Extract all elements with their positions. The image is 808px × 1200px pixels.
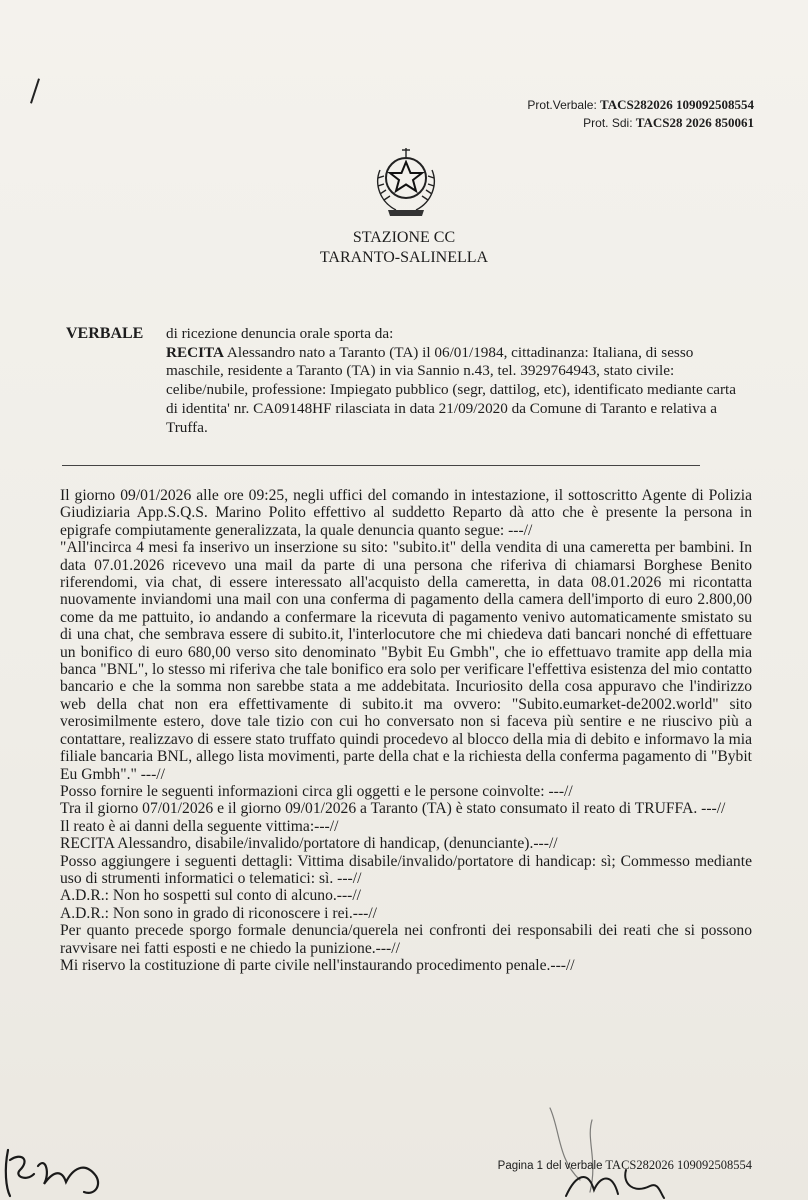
complainant-info: Alessandro nato a Taranto (TA) il 06/01/1984, cittadinanza: Italiana, di sesso maschile, residente a Taranto (TA) in via Sannio n.43, tel. 3929764943, stato civile: celibe/nubile, professione: Impiegato pubblico (segr, dattilog, etc), identificato mediante carta di identita' nr. CA09148HF rilasciata in data 21/09/2020 da Comune di Taranto e relativa a Truffa.	[166, 343, 736, 436]
statement-paragraph: Posso fornire le seguenti informazioni circa gli oggetti e le persone coinvolte: ---//	[60, 782, 573, 800]
statement-paragraph: A.D.R.: Non ho sospetti sul conto di alcuno.---//	[60, 887, 362, 905]
protocol-sdi-label: Prot. Sdi:	[583, 116, 633, 130]
divider	[62, 465, 700, 466]
statement-paragraph: Tra il giorno 07/01/2026 e il giorno 09/01/2026 a Taranto (TA) è stato consumato il reato di TRUFFA. ---//	[60, 800, 726, 818]
handwritten-mark	[30, 78, 40, 103]
protocol-verbale-value: TACS282026 109092508554	[600, 97, 754, 112]
statement-paragraph: "All'incirca 4 mesi fa inserivo un inserzione su sito: "subito.it" della vendita di una cameretta per bambini. In data 07.01.2026 ricevevo una mail da parte di una persona che riferiva di chiamarsi Borghese Benito riferendomi, via chat, di essere interessato all'acquisto della cameretta, in data 08.01.2026 mi ricontatta nuovamente inviandomi una mail con una conferma di pagamento della camera dell'importo di euro 2.800,00 come da me pattuito, io andando a confermare la ricevuta di pagamento venivo automaticamente smistato su di una chat, che sembrava essere di subito.it, l'interlocutore che mi chiedeva dati bancari nonché di effettuare un bonifico di euro 680,00 verso sito denominato "Bybit Eu Gmbh", che io effettuavo tramite app della mia banca "BNL", lo stesso mi riferiva che tale bonifico era solo per verificare l'effettiva esistenza del mio contatto bancario e che la somma non sarebbe stata a me addebitata. Incuriosito della cosa appuravo che l'indirizzo web della chat non era effettivamente di subito.it ma ovvero: "Subito.eumarket-de2002.world" sito verosimilmente estero, dove tale tizio con cui ho conversato non si faceva più sentire e ne riuscivo più a contattare, realizzavo di essere stato truffato quindi procedevo al blocco della mia di debito e informavo la mia filiale bancaria BNL, allego lista movimenti, parte della chat e la richiesta della conferma pagamento di "Bybit Eu Gmbh"." ---//	[60, 539, 752, 783]
statement-paragraph: Posso aggiungere i seguenti dettagli: Vittima disabile/invalido/portatore di handicap: sì; Commesso mediante uso di strumenti informatici o telematici: sì. ---//	[60, 852, 752, 887]
statement-paragraph: Il giorno 09/01/2026 alle ore 09:25, negli uffici del comando in intestazione, il sottoscritto Agente di Polizia Giudiziaria App.S.Q.S. Marino Polito effettivo al suddetto Reparto dà atto che è presente la persona in epigrafe compiutamente generalizzata, la quale denuncia quanto segue: ---//	[60, 487, 752, 539]
protocol-verbale-line	[527, 96, 754, 114]
verbale-intro: di ricezione denuncia orale sporta da:	[166, 325, 394, 342]
statement-paragraph: Per quanto precede sporgo formale denuncia/querela nei confronti dei responsabili dei reati che si possono ravvisare nei fatti esposti e ne chiedo la punizione.---//	[60, 922, 752, 957]
verbale-header	[166, 325, 736, 437]
statement-paragraph: A.D.R.: Non sono in grado di riconoscere i rei.---//	[60, 904, 377, 922]
protocol-sdi-value: TACS28 2026 850061	[635, 115, 754, 130]
republic-emblem-icon	[366, 140, 446, 222]
station-line-2: TARANTO-SALINELLA	[319, 249, 489, 266]
protocol-block	[527, 96, 754, 132]
station-heading	[0, 228, 808, 268]
footer-protocol: TACS282026 109092508554	[605, 1158, 752, 1172]
protocol-sdi-line	[527, 114, 754, 132]
handwritten-signature	[0, 1130, 110, 1200]
protocol-verbale-label: Prot.Verbale:	[527, 98, 597, 112]
station-line-1: STAZIONE CC	[352, 229, 456, 246]
footer-label: Pagina 1 del verbale	[497, 1160, 603, 1172]
verbale-label: VERBALE	[66, 325, 144, 342]
statement-body	[60, 487, 752, 974]
page-footer	[498, 1158, 752, 1173]
statement-paragraph: RECITA Alessandro, disabile/invalido/portatore di handicap, (denunciante).---//	[60, 835, 558, 853]
complainant-surname: RECITA	[166, 343, 224, 361]
complainant-details	[166, 344, 736, 438]
statement-paragraph: Il reato è ai danni della seguente vittima:---//	[60, 817, 339, 835]
statement-paragraph: Mi riservo la costituzione di parte civile nell'instaurando procedimento penale.---//	[60, 956, 575, 974]
